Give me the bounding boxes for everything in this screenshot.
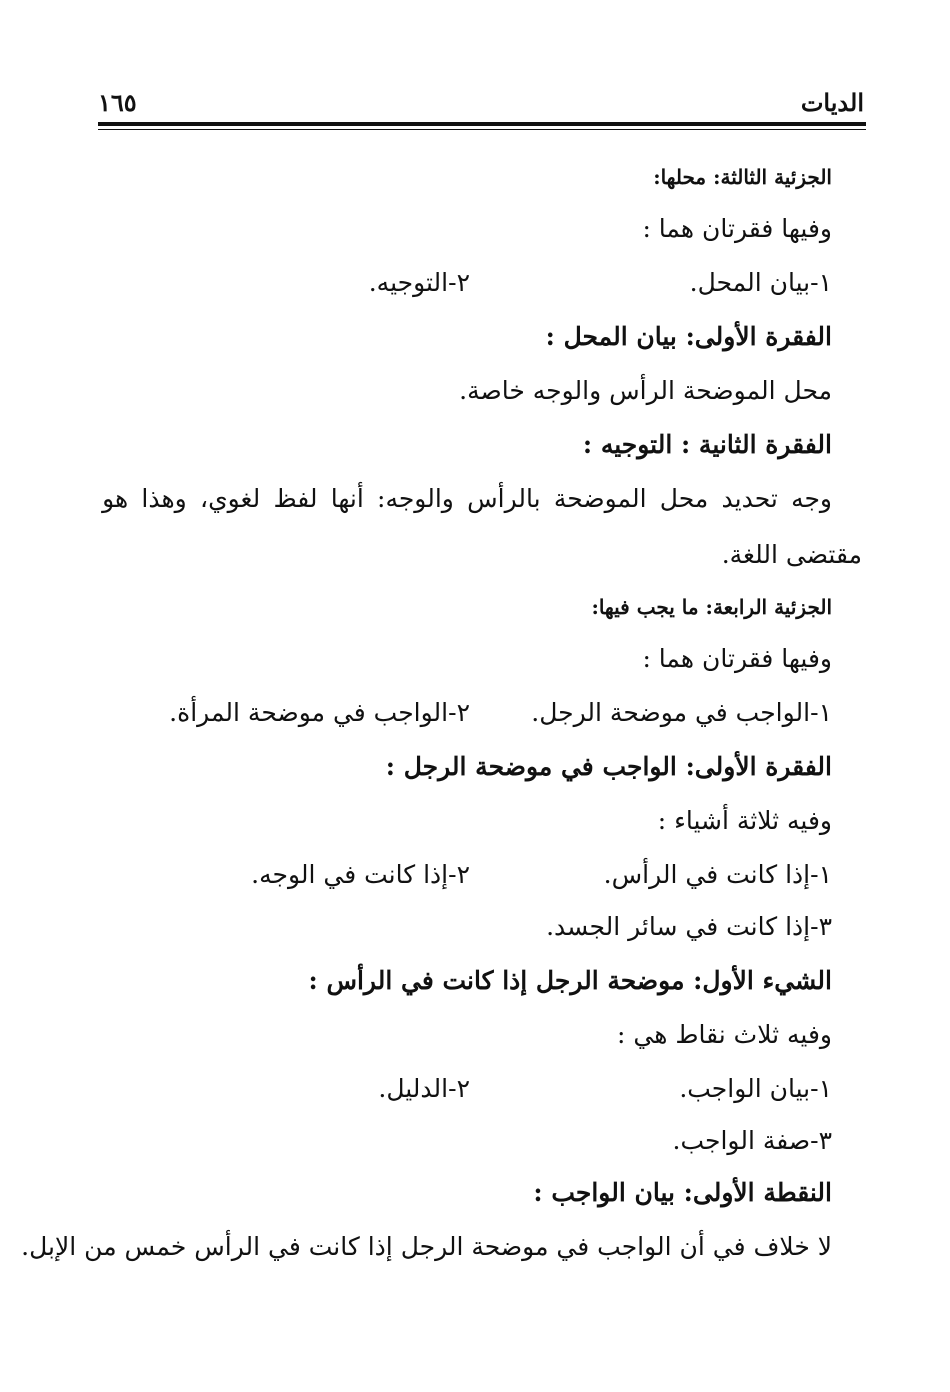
section3-item2: ٢-التوجيه. — [368, 268, 470, 297]
section4-item2: ٢-الواجب في موضحة المرأة. — [169, 698, 470, 727]
word: وهذا — [141, 484, 187, 513]
word: لغوي، — [200, 484, 261, 513]
page-number: ١٦٥ — [98, 88, 137, 117]
section3-para1-heading: الفقرة الأولى: بيان المحل : — [545, 322, 832, 351]
section4-thing2: ٢-إذا كانت في الوجه. — [251, 860, 470, 889]
section4-first-thing-heading: الشيء الأول: موضحة الرجل إذا كانت في الرأس : — [308, 966, 832, 995]
section3-heading: الجزئية الثالثة: محلها: — [653, 165, 832, 189]
word: الموضحة — [553, 484, 647, 513]
section3-para2-text-line2: مقتضى اللغة. — [721, 540, 862, 569]
word: بالرأس — [467, 484, 541, 513]
word: والوجه: — [377, 484, 454, 513]
word: محل — [659, 484, 709, 513]
chapter-title: الديات — [800, 88, 864, 117]
page-header — [98, 88, 864, 118]
section4-point1-heading: النقطة الأولى: بيان الواجب : — [533, 1178, 832, 1207]
section3-intro: وفيها فقرتان هما : — [642, 214, 832, 243]
section4-point1: ١-بيان الواجب. — [679, 1074, 832, 1103]
section4-thing3: ٣-إذا كانت في سائر الجسد. — [546, 912, 832, 941]
section3-item1: ١-بيان المحل. — [689, 268, 832, 297]
word: لفظ — [273, 484, 318, 513]
section4-para1-intro: وفيه ثلاثة أشياء : — [657, 806, 832, 835]
section4-thing1: ١-إذا كانت في الرأس. — [603, 860, 832, 889]
section4-point3: ٣-صفة الواجب. — [672, 1126, 832, 1155]
section4-item1: ١-الواجب في موضحة الرجل. — [531, 698, 832, 727]
section3-para2-heading: الفقرة الثانية : التوجيه : — [582, 430, 832, 459]
section4-para1-heading: الفقرة الأولى: الواجب في موضحة الرجل : — [385, 752, 832, 781]
word: هو — [102, 484, 129, 513]
section4-heading: الجزئية الرابعة: ما يجب فيها: — [591, 595, 832, 619]
word: تحديد — [721, 484, 778, 513]
section4-intro: وفيها فقرتان هما : — [642, 644, 832, 673]
section3-para2-text-line1 — [102, 482, 832, 516]
section4-point2: ٢-الدليل. — [378, 1074, 470, 1103]
section4-point1-text: لا خلاف في أن الواجب في موضحة الرجل إذا كانت في الرأس خمس من الإبل. — [21, 1232, 832, 1261]
section4-first-thing-intro: وفيه ثلاث نقاط هي : — [617, 1020, 832, 1049]
section3-para1-text: محل الموضحة الرأس والوجه خاصة. — [459, 376, 832, 405]
word: أنها — [330, 484, 364, 513]
header-rule-thick — [98, 122, 866, 126]
word: وجه — [791, 484, 832, 513]
header-rule-thin — [98, 129, 866, 130]
